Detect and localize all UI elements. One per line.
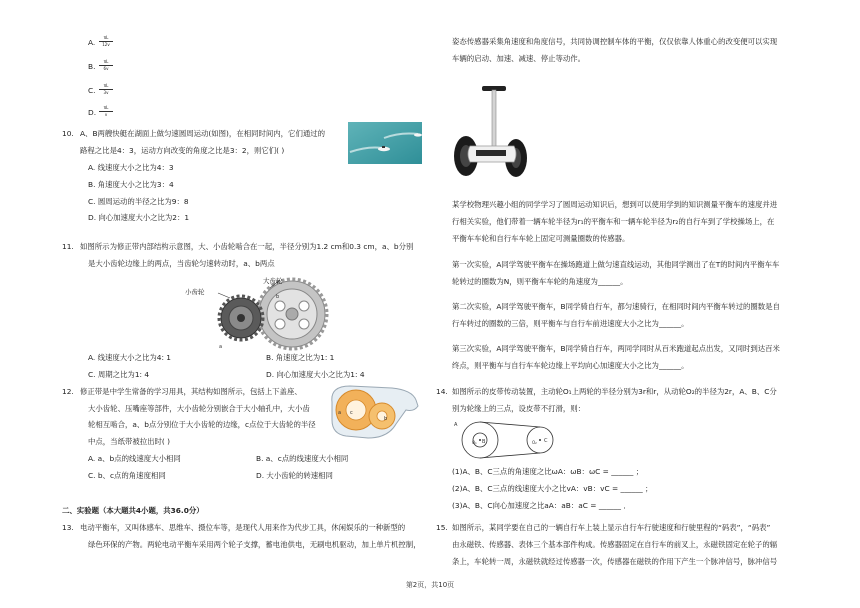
big-gear-icon <box>257 279 327 349</box>
q15-stem-line1: 如图所示，某同学要在自己的一辆自行车上装上显示自行车行驶速度和行驶里程的“码表”，“码表” <box>452 523 771 532</box>
svg-text:a: a <box>338 410 342 416</box>
q12-stem-line3: 轮相互啮合，a、b点分别位于大小齿轮的边缘，c点位于大齿轮的半径 <box>88 420 316 429</box>
q10-option-b: B. 角速度大小之比为3：4 <box>88 180 174 189</box>
q9-option-b-fraction: πL 6v <box>99 60 113 71</box>
para1-line1: 某学校物理兴趣小组的同学学习了圆周运动知识后，想到可以使用学到的知识测量平衡车的速度并进 <box>452 200 778 209</box>
q11-option-c: C. 周期之比为1: 4 <box>88 370 150 379</box>
q14-sub2: (2)A、B、C三点的线速度大小之比vA：vB：vC = ______ ； <box>452 484 653 493</box>
belt-o1-label: O₁ <box>472 440 477 445</box>
belt-point-b-label: B <box>482 439 486 445</box>
section-heading-experiments: 二、实验题（本大题共4小题，共36.0分） <box>62 506 204 515</box>
q9-option-d-label: D. <box>88 108 97 117</box>
q13-cont-line1: 姿态传感器采集角速度和角度信号，共同协调控制车体的平衡，仅仅依靠人体重心的改变便可以实现 <box>452 37 778 46</box>
exp3-line1: 第三次实验，A同学驾驶平衡车，B同学骑自行车，两同学同时从百米跑道起点出发，又同时到达百米 <box>452 344 780 353</box>
q15-stem-line3: 条上，车轮转一周，永磁铁就经过传感器一次，传感器在磁铁的作用下产生一个脉冲信号，脉冲信号 <box>452 557 778 566</box>
svg-text:c: c <box>350 410 353 416</box>
belt-point-c-label: C <box>544 438 548 444</box>
q9-option-a-label: A. <box>88 38 96 47</box>
exp2-line2: 行车转过的圈数的三倍，则平衡车与自行车前进速度大小之比为______。 <box>452 319 689 328</box>
exp1-line2: 轮转过的圈数为N，则平衡车车轮的角速度为______。 <box>452 277 628 286</box>
small-gear-icon <box>219 296 263 340</box>
q11-stem-line2: 是大小齿轮边缘上的两点，当齿轮匀速转动时，a、b两点 <box>88 259 275 268</box>
q14-number: 14. <box>436 387 448 396</box>
gear-point-b-label: b <box>276 294 280 300</box>
q14-sub1: (1)A、B、C三点的角速度之比ωA：ωB：ωC = ______ ； <box>452 467 644 476</box>
q14-stem-line1: 如图所示的皮带传动装置，主动轮O₁上两轮的半径分别为3r和r，从动轮O₂的半径为2r，A、B、C分 <box>452 387 777 396</box>
q11-number: 11. <box>62 242 74 251</box>
q10-number: 10. <box>62 129 74 138</box>
q12-stem-line2: 大小齿轮、压嘴座等部件，大小齿轮分别嵌合于大小轴孔中，大小齿 <box>88 404 310 413</box>
q11-option-b: B. 角速度之比为1: 1 <box>266 353 335 362</box>
q12-option-a: A. a、b点的线速度大小相同 <box>88 454 181 463</box>
belt-o2-label: O₂ <box>532 440 537 445</box>
q12-option-c: C. b、c点的角速度相同 <box>88 471 166 480</box>
q11-option-a: A. 线速度大小之比为4: 1 <box>88 353 171 362</box>
q11-option-d: D. 向心加速度大小之比为1: 4 <box>266 370 365 379</box>
q15-stem-line2: 由永磁铁、传感器、表体三个基本部件构成。传感器固定在自行车的前叉上，永磁铁固定在轮子的辐 <box>452 540 778 549</box>
q11-stem-line1: 如图所示为修正带内部结构示意图，大、小齿轮啮合在一起，半径分别为1.2 cm和0.3 cm，a、b分别 <box>80 242 414 251</box>
q10-stem-line1: A、B两艘快艇在湖面上做匀速圆周运动(如图)，在相同时间内，它们通过的 <box>80 129 326 138</box>
big-gear-label: 大齿轮 <box>263 277 283 285</box>
q12-stem-line1: 修正带是中学生常备的学习用具，其结构如图所示，包括上下盖座、 <box>80 387 302 396</box>
q10-option-a: A. 线速度大小之比为4：3 <box>88 163 174 172</box>
q9-option-c-fraction: πL 3v <box>99 84 113 95</box>
q12-option-d: D. 大小齿轮的转速相同 <box>256 471 333 480</box>
q12-option-b: B. a、c点的线速度大小相同 <box>256 454 349 463</box>
speedboat-photo <box>348 122 422 164</box>
belt-point-a-label: A <box>454 422 458 428</box>
exp3-line2: 终点，则平衡车与自行车车轮边缘上平均向心加速度大小之比为______。 <box>452 361 689 370</box>
small-gear-label: 小齿轮 <box>185 288 205 296</box>
balance-scooter-figure <box>452 84 530 180</box>
correction-tape-figure <box>326 380 422 442</box>
belt-drive-figure <box>452 418 572 462</box>
exp2-line1: 第二次实验，A同学驾驶平衡车，B同学骑自行车，都匀速骑行，在相同时间内平衡车转过的圈数是自 <box>452 302 780 311</box>
para1-line2: 行相关实验，他们带着一辆车轮半径为r₁的平衡车和一辆车轮半径为r₂的自行车到了学校操场上，在 <box>452 217 775 226</box>
page-footer: 第2页，共10页 <box>405 581 455 589</box>
exp1-line1: 第一次实验，A同学驾驶平衡车在操场跑道上做匀速直线运动，其他同学测出了在T的时间内平衡车车 <box>452 260 780 269</box>
q9-option-a-fraction: πL 12v <box>99 36 113 47</box>
q9-option-d-fraction: πL v <box>99 106 113 117</box>
q14-sub3: (3)A、B、C向心加速度之比aA：aB：aC = ______ ． <box>452 501 631 510</box>
q9-option-b-label: B. <box>88 62 96 71</box>
q13-stem-line2: 绿色环保的产物。两轮电动平衡车采用两个轮子支撑，蓄电池供电，无刷电机驱动，加上单片机控制， <box>88 540 421 549</box>
q10-stem-line2: 路程之比是4：3，运动方向改变的角度之比是3：2，则它们( ) <box>80 146 285 155</box>
q12-number: 12. <box>62 387 74 396</box>
q14-stem-line2: 别为轮缘上的三点，设皮带不打滑，则： <box>452 404 586 413</box>
q9-option-c-label: C. <box>88 86 96 95</box>
q10-option-c: C. 圆周运动的半径之比为9：8 <box>88 197 189 206</box>
q13-stem-line1: 电动平衡车，又叫体感车、思维车、摄位车等，是现代人用来作为代步工具，休闲娱乐的一种新型的 <box>80 523 406 532</box>
para1-line3: 平衡车车轮和自行车车轮上固定可测量圈数的传感器。 <box>452 234 630 243</box>
svg-text:b: b <box>384 416 388 422</box>
q13-cont-line2: 车辆的启动、加速、减速、停止等动作。 <box>452 54 586 63</box>
q10-option-d: D. 向心加速度大小之比为2：1 <box>88 213 190 222</box>
q13-number: 13. <box>62 523 74 532</box>
gear-point-a-label: a <box>219 344 223 350</box>
q15-number: 15. <box>436 523 448 532</box>
q12-stem-line4: 中点，当纸带被拉出时( ) <box>88 437 171 446</box>
